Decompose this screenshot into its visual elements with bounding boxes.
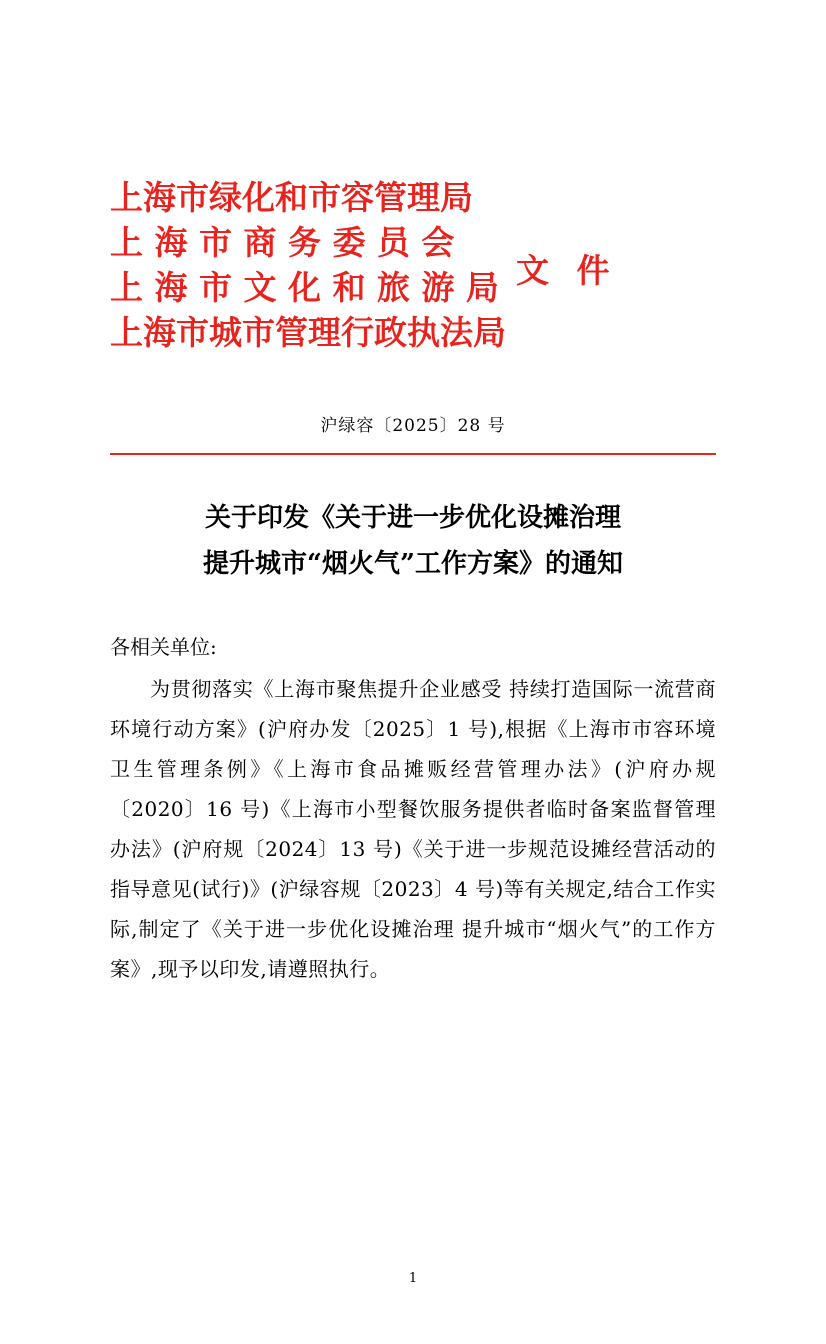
document-number: 沪绿容〔2025〕28 号	[320, 416, 506, 436]
title-line-1: 关于印发《关于进一步优化设摊治理	[204, 503, 621, 533]
body-paragraph: 为贯彻落实《上海市聚焦提升企业感受 持续打造国际一流营商环境行动方案》(沪府办发〔2025〕1 号),根据《上海市市容环境卫生管理条例》《上海市食品摊贩经营管理办法》(沪府办规〔2020〕16 号)《上海市小型餐饮服务提供者临时备案监督管理办法》(沪府规〔2024〕13 号)《关于进一步规范设摊经营活动的指导意见(试行)》(沪绿容规〔2023〕4 号)等有关规定,结合工作实际,制定了《关于进一步优化设摊治理 提升城市“烟火气”的工作方案》,现予以印发,请遵照执行。	[110, 677, 716, 981]
issuer-line-3: 上 海 市 文 化 和 旅 游 局	[110, 268, 499, 307]
issuer-line-4: 上海市城市管理行政执法局	[110, 313, 506, 352]
issuer-list	[110, 175, 506, 355]
salutation: 各相关单位:	[110, 635, 217, 659]
red-divider-rule	[110, 453, 716, 455]
title-line-2: 提升城市“烟火气”工作方案》的通知	[203, 549, 623, 579]
page-number: 1	[408, 1271, 418, 1286]
issuer-line-2: 上 海 市 商 务 委 员 会	[110, 223, 455, 262]
masthead-document-word	[516, 238, 618, 293]
masthead-word-text: 文 件	[516, 250, 618, 290]
page-title	[110, 495, 716, 587]
masthead	[110, 175, 716, 355]
issuer-line-1: 上海市绿化和市容管理局	[110, 178, 473, 217]
